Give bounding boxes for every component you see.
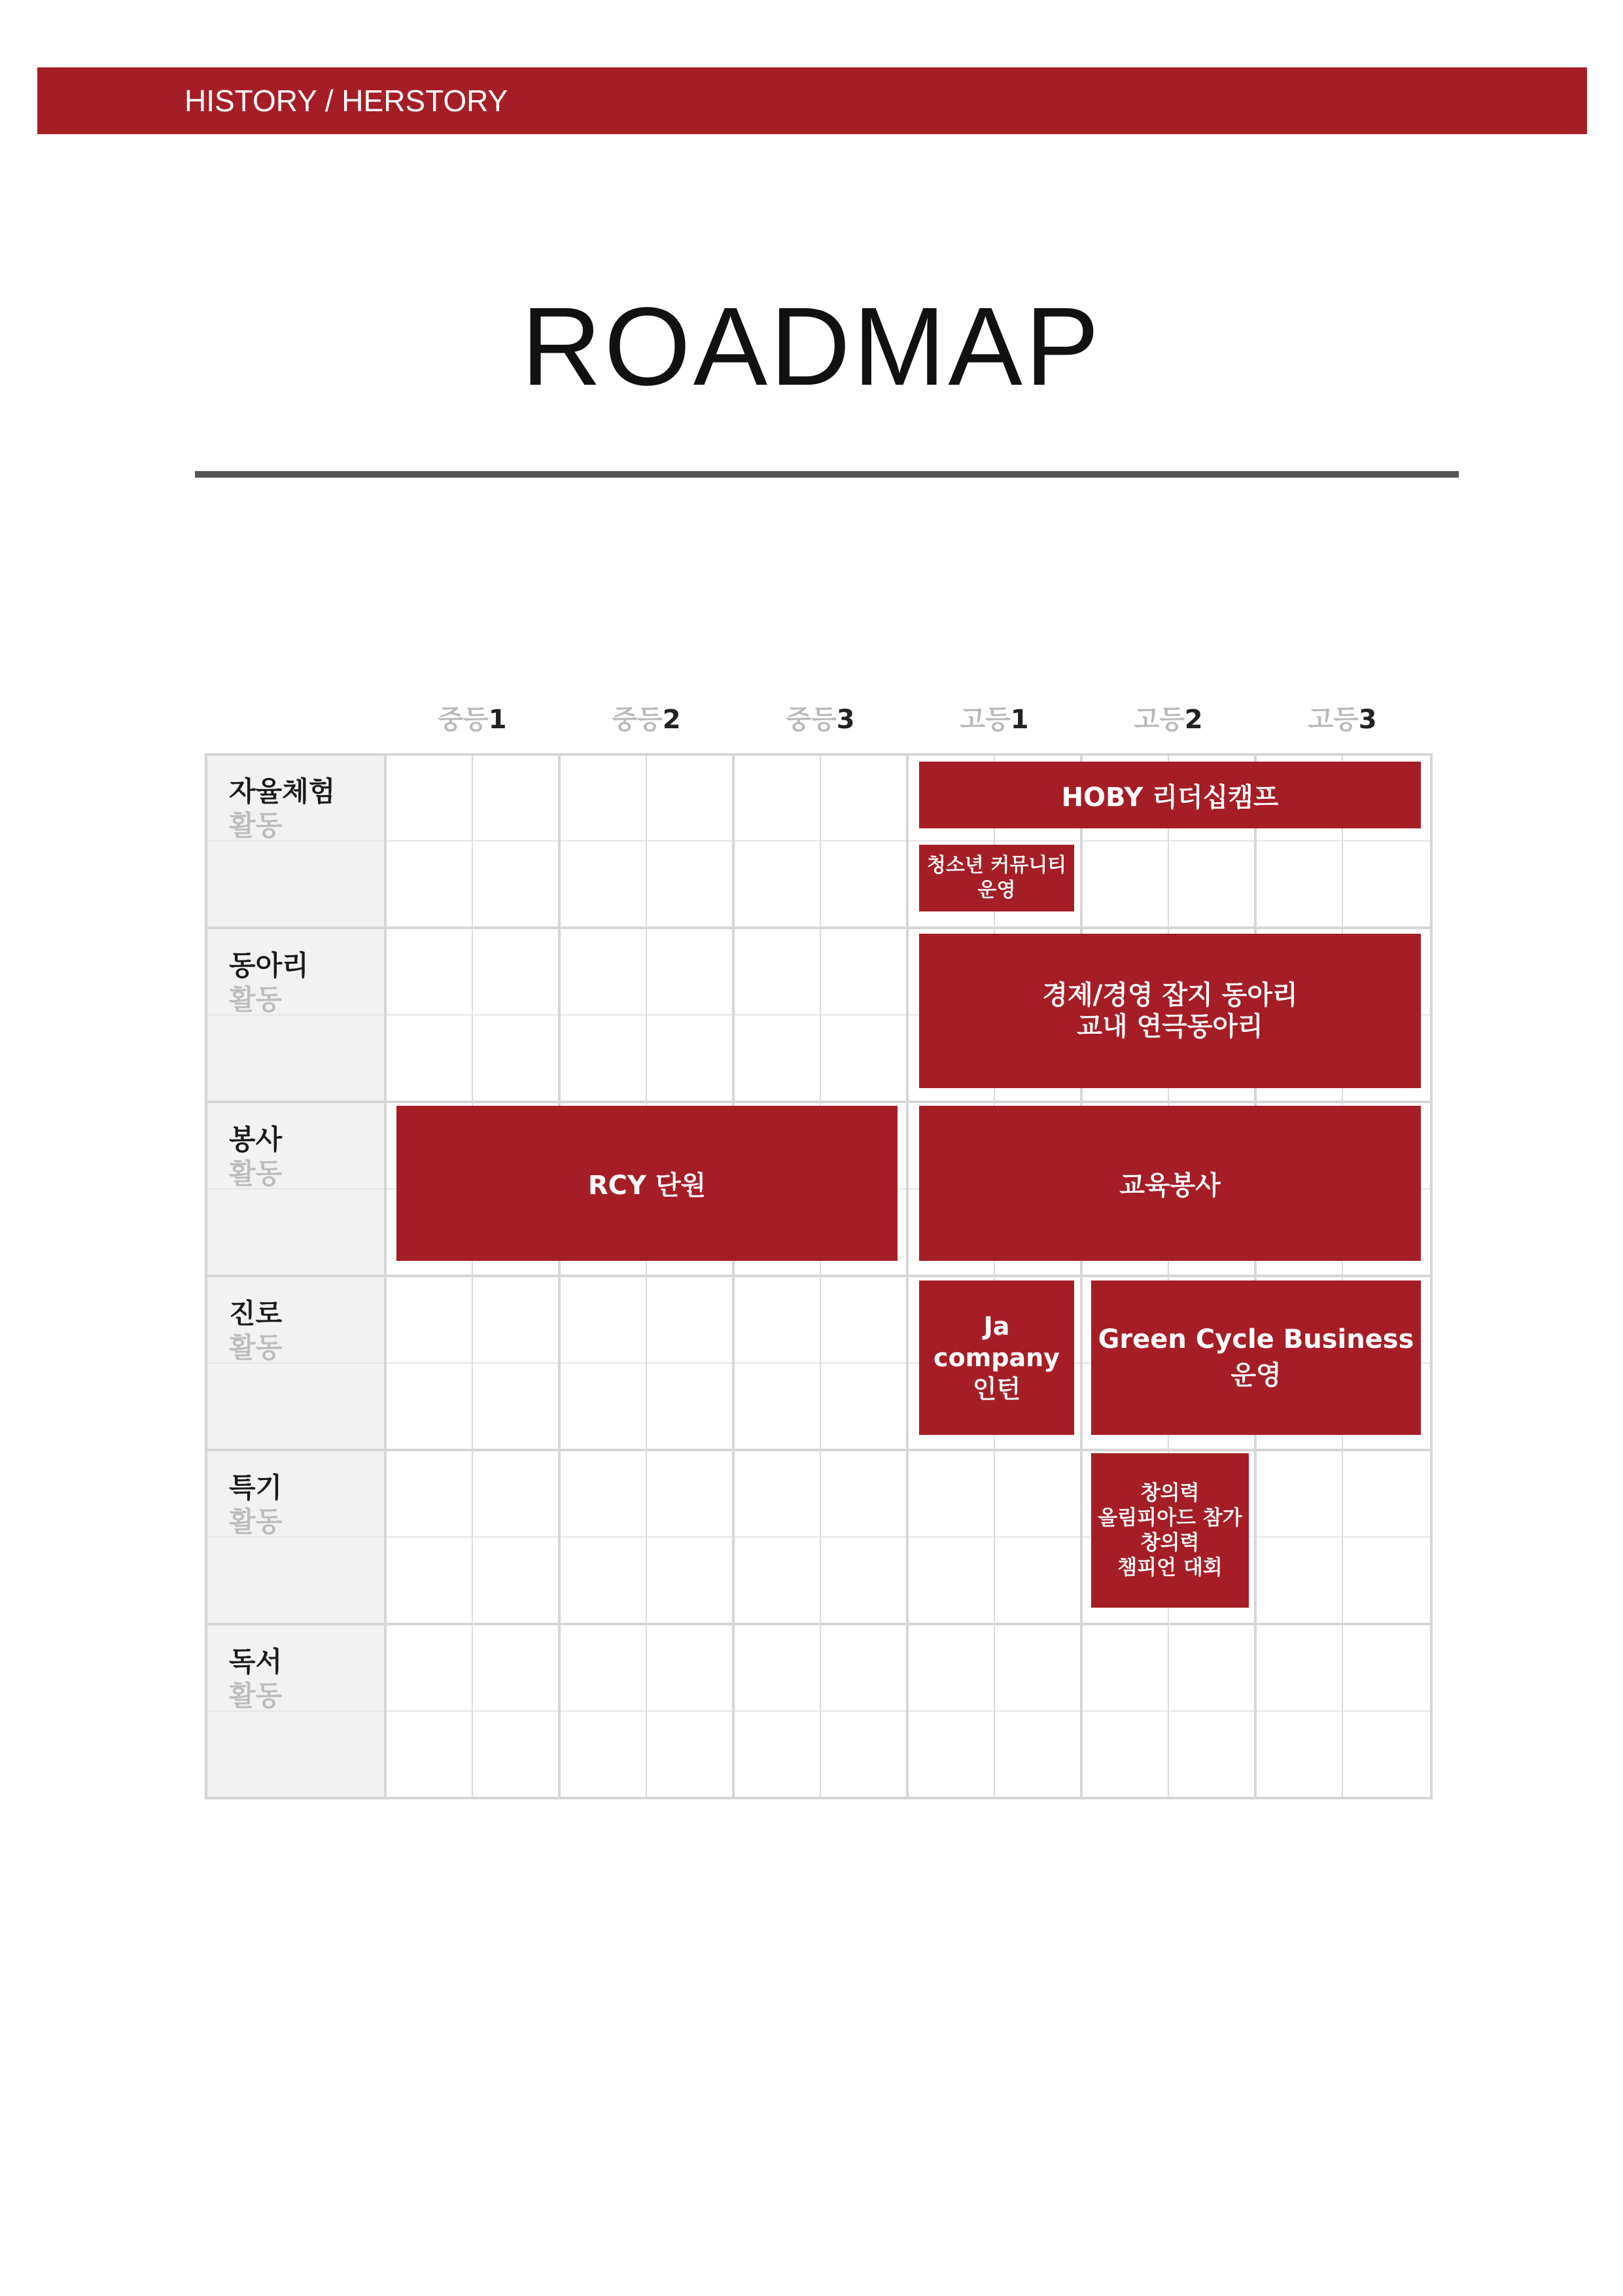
row-label-special-skill: 특기 [229,1472,283,1504]
page-title: ROADMAP [521,285,1102,409]
year-header-high-1: 고등1 [960,705,1029,735]
row-sublabel: 활동 [229,983,283,1016]
year-header-middle-3: 중등3 [786,705,855,735]
year-header-middle-2: 중등2 [612,705,681,735]
row-label-reading: 독서 [229,1646,283,1678]
row-sublabel: 활동 [229,1157,283,1190]
header-bar [37,67,1587,134]
row-sublabel: 활동 [229,1680,283,1712]
row-label-career: 진로 [229,1298,283,1330]
roadmap-grid [205,753,1433,1799]
year-header-high-2: 고등2 [1134,705,1203,735]
row-label-volunteer: 봉사 [229,1123,283,1156]
row-sublabel: 활동 [229,1506,283,1538]
activity-bar-rcy: RCY 단원 [396,1106,898,1261]
activity-bar-creativity-olympiad: 창의력 올림피아드 참가 창의력 챔피언 대회 [1091,1453,1249,1608]
row-label-club: 동아리 [229,949,309,981]
header-label: HISTORY / HERSTORY [184,84,508,118]
activity-bar-youth-community: 청소년 커뮤니티 운영 [919,845,1074,911]
row-sublabel: 활동 [229,1332,283,1364]
activity-bar-economics-club: 경제/경영 잡지 동아리 교내 연극동아리 [919,934,1421,1088]
year-header-middle-1: 중등1 [438,705,507,735]
activity-bar-hoby: HOBY 리더십캠프 [919,762,1421,828]
activity-bar-green-cycle: Green Cycle Business 운영 [1091,1280,1421,1435]
activity-bar-education-volunteer: 교육봉사 [919,1106,1421,1261]
title-divider [195,471,1459,478]
row-label-self-directed: 자율체험 [229,775,336,807]
row-sublabel: 활동 [229,809,283,841]
year-header-high-3: 고등3 [1308,705,1377,735]
activity-bar-ja-company: Ja company 인턴 [919,1280,1074,1435]
